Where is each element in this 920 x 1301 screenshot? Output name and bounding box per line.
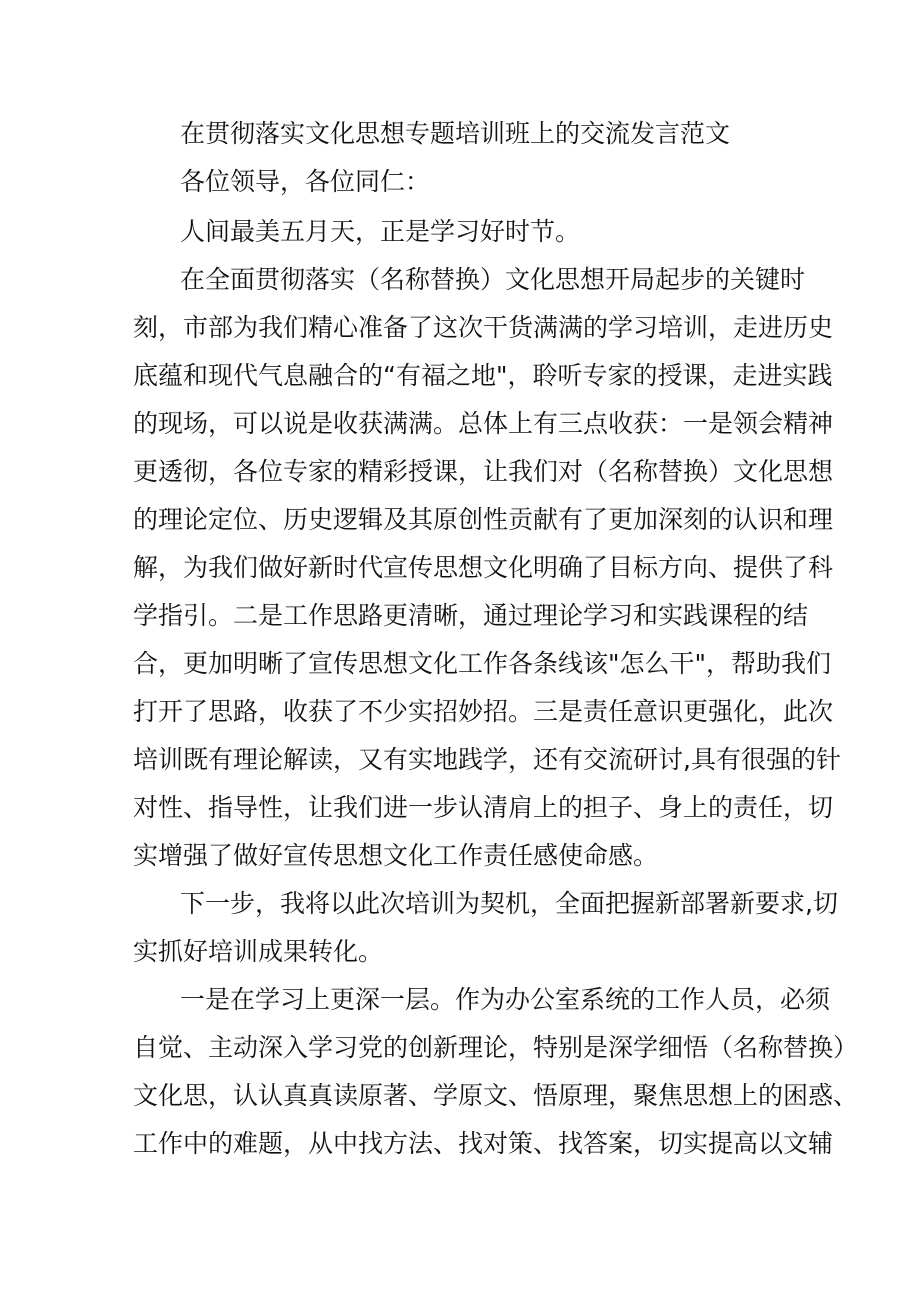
paragraph-2-line-2: 刻，市部为我们精心准备了这次干货满满的学习培训，走进历史 bbox=[133, 313, 834, 342]
paragraph-2-line-3: 底蕴和现代气息融合的“有福之地"，聆听专家的授课，走进实践 bbox=[133, 361, 833, 390]
paragraph-2-line-5: 更透彻，各位专家的精彩授课，让我们对（名称替换）文化思想 bbox=[133, 457, 834, 486]
paragraph-3-line-1: 下一步，我将以此次培训为契机，全面把握新部署新要求,切 bbox=[180, 889, 838, 918]
paragraph-2-line-7: 解，为我们做好新时代宣传思想文化明确了目标方向、提供了科 bbox=[133, 553, 834, 582]
paragraph-2-line-9: 合，更加明晰了宣传思想文化工作各条线该"怎么干"，帮助我们 bbox=[133, 649, 832, 678]
paragraph-4-line-3: 文化思，认认真真读原著、学原文、悟原理，聚焦思想上的困惑、 bbox=[133, 1081, 859, 1110]
paragraph-2-line-10: 打开了思路，收获了不少实招妙招。三是责任意识更强化，此次 bbox=[133, 697, 834, 726]
paragraph-2-line-1: 在全面贯彻落实（名称替换）文化思想开局起步的关键时 bbox=[180, 265, 806, 294]
paragraph-4-line-4: 工作中的难题，从中找方法、找对策、找答案，切实提高以文辅 bbox=[133, 1129, 834, 1158]
paragraph-1-line-1: 人间最美五月天，正是学习好时节。 bbox=[180, 217, 581, 246]
paragraph-2-line-12: 对性、指导性，让我们进一步认清肩上的担子、身上的责任，切 bbox=[133, 793, 834, 822]
paragraph-4-line-2: 自觉、主动深入学习党的创新理论，特别是深学细悟（名称替换） bbox=[133, 1033, 859, 1062]
paragraph-4-line-1: 一是在学习上更深一层。作为办公室系统的工作人员，必须 bbox=[180, 985, 831, 1014]
paragraph-2-line-6: 的理论定位、历史逻辑及其原创性贡献有了更加深刻的认识和理 bbox=[133, 505, 834, 534]
salutation: 各位领导，各位同仁： bbox=[180, 167, 431, 196]
paragraph-3-line-2: 实抓好培训成果转化。 bbox=[133, 937, 384, 966]
paragraph-2-line-13: 实增强了做好宣传思想文化工作责任感使命感。 bbox=[133, 841, 659, 870]
document-title: 在贯彻落实文化思想专题培训班上的交流发言范文 bbox=[180, 119, 731, 148]
paragraph-2-line-4: 的现场，可以说是收获满满。总体上有三点收获：一是领会精神 bbox=[133, 409, 834, 438]
paragraph-2-line-11: 培训既有理论解读，又有实地践学，还有交流研讨,具有很强的针 bbox=[133, 745, 841, 774]
paragraph-2-line-8: 学指引。二是工作思路更清晰，通过理论学习和实践课程的结 bbox=[133, 601, 809, 630]
